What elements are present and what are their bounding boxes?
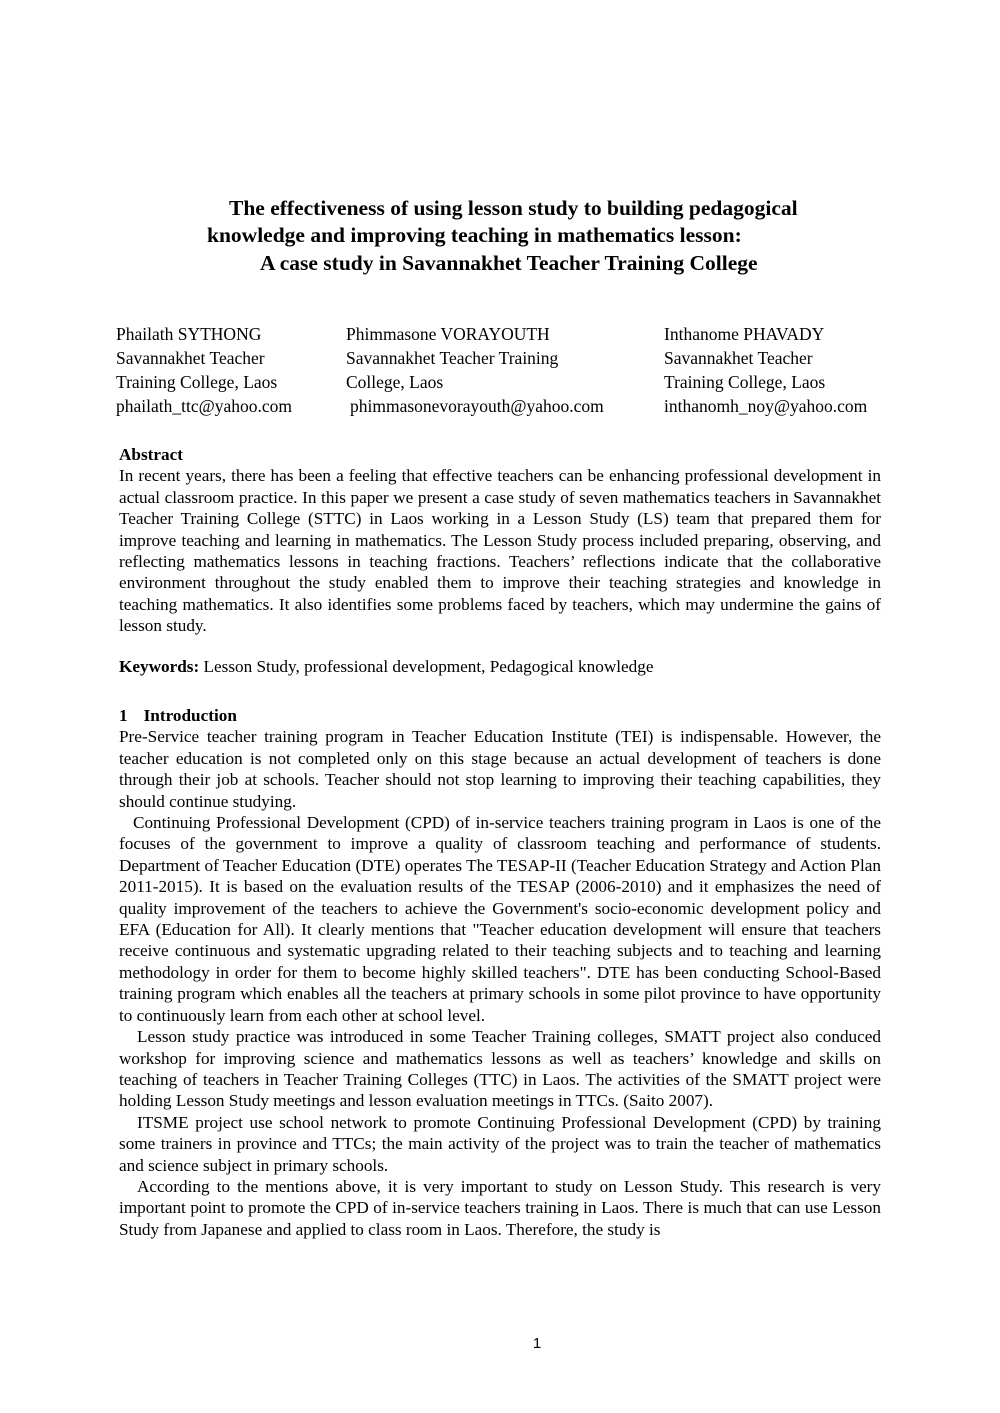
author-email: inthanomh_noy@yahoo.com bbox=[664, 396, 868, 416]
author-affiliation: College, Laos bbox=[346, 372, 444, 392]
keywords-section bbox=[119, 656, 881, 677]
intro-paragraph-3: Lesson study practice was introduced in some Teacher Training colleges, SMATT project also conduced workshop for improving science and mathematics lessons as well as teachers’ knowledge and skills on teaching of teachers in Teacher Training Colleges (TTC) in Laos. The activities of the SMATT project were holding Lesson Study meetings and lesson evaluation meetings in TTCs. (Saito 2007). bbox=[119, 1027, 881, 1111]
intro-paragraph-4: ITSME project use school network to promote Continuing Professional Development (CPD) by training some trainers in province and TTCs; the main activity of the project was to train the teacher of mathematics and science subject in primary schools. bbox=[119, 1112, 881, 1175]
author-affiliation: Savannakhet Teacher bbox=[116, 348, 265, 368]
keywords-label: Keywords: bbox=[119, 657, 200, 676]
section-heading bbox=[119, 705, 881, 726]
author-affiliation: Training College, Laos bbox=[116, 372, 278, 392]
author-1 bbox=[116, 322, 292, 418]
author-name: Inthanome PHAVADY bbox=[664, 324, 825, 344]
title-line-2: knowledge and improving teaching in mathematics lesson: bbox=[207, 223, 742, 247]
author-name: Phailath SYTHONG bbox=[116, 324, 262, 344]
title-line-1: The effectiveness of using lesson study to building pedagogical bbox=[229, 196, 798, 220]
page-number: 1 bbox=[532, 1335, 542, 1352]
abstract-heading: Abstract bbox=[119, 445, 183, 464]
abstract-section bbox=[119, 444, 881, 637]
author-affiliation: Savannakhet Teacher bbox=[664, 348, 813, 368]
intro-paragraph-5: According to the mentions above, it is very important to study on Lesson Study. This research is very important point to promote the CPD of in-service teachers training in Laos. There is much that can use Lesson Study from Japanese and applied to class room in Laos. Therefore, the study is bbox=[119, 1176, 881, 1239]
introduction-section bbox=[119, 705, 881, 1240]
author-2 bbox=[346, 322, 604, 418]
author-affiliation: Savannakhet Teacher Training bbox=[346, 348, 559, 368]
title-line-3: A case study in Savannakhet Teacher Training College bbox=[260, 251, 758, 275]
author-affiliation: Training College, Laos bbox=[664, 372, 826, 392]
section-number: 1 bbox=[119, 706, 128, 725]
author-email: phailath_ttc@yahoo.com bbox=[116, 396, 292, 416]
author-name: Phimmasone VORAYOUTH bbox=[346, 324, 550, 344]
author-email: phimmasonevorayouth@yahoo.com bbox=[350, 396, 604, 416]
keywords-text: Lesson Study, professional development, Pedagogical knowledge bbox=[203, 657, 654, 676]
abstract-text: In recent years, there has been a feeling that effective teachers can be enhancing professional development in actual classroom practice. In this paper we present a case study of seven mathematics teachers in Savannakhet Teacher Training College (STTC) in Laos working in a Lesson Study (LS) team that prepared them for improve teaching and learning in mathematics. The Lesson Study process included preparing, observing, and reflecting mathematics lessons in teaching fractions. Teachers’ reflections indicate that the collaborative environment throughout the study enabled them to improve their teaching strategies and knowledge in teaching mathematics. It also identifies some problems faced by teachers, which may undermine the gains of lesson study. bbox=[119, 466, 881, 636]
intro-paragraph-1: Pre-Service teacher training program in Teacher Education Institute (TEI) is indispensable. However, the teacher education is not completed only on this stage because an actual development of teachers is done through their job at schools. Teacher should not stop learning to improving their teaching capabilities, they should continue studying. bbox=[119, 727, 881, 811]
section-title: Introduction bbox=[143, 706, 237, 725]
intro-paragraph-2: Continuing Professional Development (CPD) of in-service teachers training program in Laos is one of the focuses of the government to improve a quality of classroom teaching and performance of students. Department of Teacher Education (DTE) operates The TESAP-II (Teacher Education Strategy and Action Plan 2011-2015). It is based on the evaluation results of the TESAP (2006-2010) and it emphasizes the need of quality improvement of the teachers to achieve the Government's socio-economic development policy and EFA (Education for All). It clearly mentions that "Teacher education development will ensure that teachers receive continuous and systematic upgrading related to their teaching subjects and to teaching and learning methodology in order for them to become highly skilled teachers". DTE has been conducting School-Based training program which enables all the teachers at primary schools in some pilot province to have opportunity to continuously learn from each other at school level. bbox=[119, 813, 881, 1025]
author-3 bbox=[664, 322, 867, 418]
